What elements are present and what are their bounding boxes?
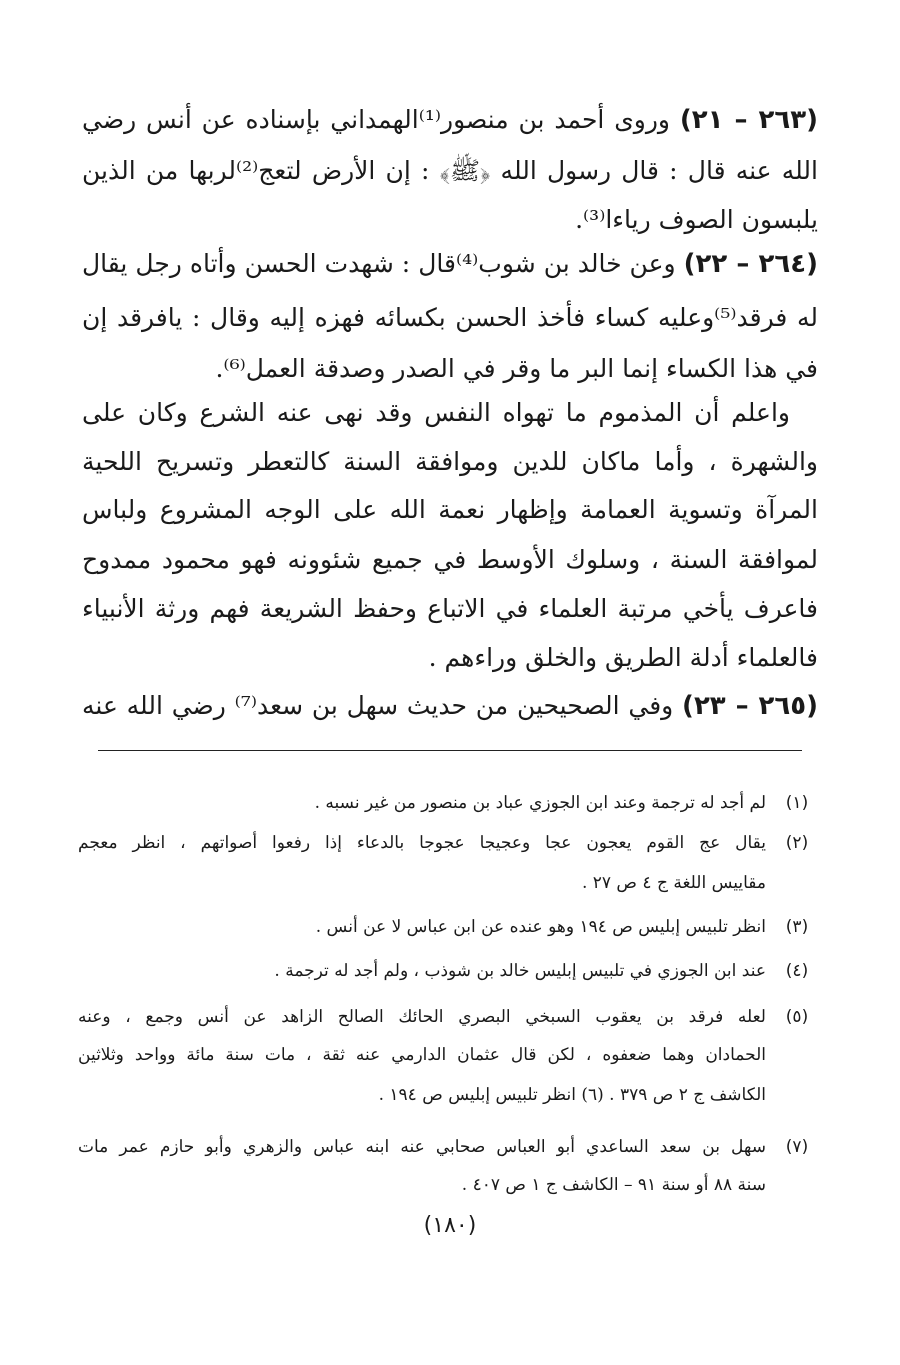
footnote-line: سهل بن سعد الساعدي أبو العباس صحابي عنه ابنه عباس والزهري وأبو حازم عمر مات (78, 1137, 766, 1157)
footnote-line: لم أجد له ترجمة وعند ابن الجوزي عباد بن منصور من غير نسبه . (314, 793, 766, 813)
footnote-line: لعله فرقد بن يعقوب السبخي البصري الحائك الصالح الزاهد عن أنس وجمع ، وعنه (78, 1007, 766, 1027)
footnote-line: الكاشف ج ٢ ص ٣٧٩ . (٦) انظر تلبيس إبليس ص ١٩٤ . (378, 1085, 766, 1105)
footnote-line: مقاييس اللغة ج ٤ ص ٢٧ . (581, 873, 766, 893)
text-line: فالعلماء أدلة الطريق والخلق وراءهم . (428, 643, 818, 672)
text-line: يلبسون الصوف رياءا⁽³⁾. (575, 205, 818, 234)
footnote-marker: (٤) (785, 961, 809, 981)
hadith-number: (٢٦٣ – ٢١) (679, 105, 818, 135)
text-line: له فرقد⁽⁵⁾وعليه كساء فأخذ الحسن بكسائه فهزه إليه وقال : يافرقد إن (82, 303, 818, 332)
footnote-line: عند ابن الجوزي في تلبيس إبليس خالد بن شوذب ، ولم أجد له ترجمة . (274, 961, 766, 981)
text-line: (٢٦٤ – ٢٢) وعن خالد بن شوب⁽⁴⁾قال : شهدت الحسن وأتاه رجل يقال (82, 249, 818, 279)
text-line: واعلم أن المذموم ما تهواه النفس وقد نهى عنه الشرع وكان على (82, 398, 790, 427)
footnote-line: انظر تلبيس إبليس ص ١٩٤ وهو عنده عن ابن عباس لا عن أنس . (315, 917, 766, 937)
hadith-number: (٢٦٥ – ٢٣) (682, 691, 818, 721)
footnote-line: يقال عج القوم يعجون عجا وعجيجا عجوجا بالدعاء إذا رفعوا أصواتهم ، انظر معجم (78, 833, 766, 853)
text-line: فاعرف يأخي مرتبة العلماء في الاتباع وحفظ الشريعة فهم ورثة الأنبياء (82, 594, 818, 623)
hadith-number: (٢٦٤ – ٢٢) (683, 249, 818, 279)
footnote-marker: (٢) (785, 833, 809, 853)
footnote-marker: (٧) (785, 1137, 809, 1157)
text-line: والشهرة ، وأما ماكان للدين وموافقة السنة كالتعطر وتسريح اللحية (82, 447, 818, 476)
text-line: المرآة وتسوية العمامة وإظهار نعمة الله على الوجه المشروع ولباس (82, 495, 818, 524)
page-number: (١٨٠) (423, 1213, 477, 1238)
text-line: (٢٦٣ – ٢١) وروى أحمد بن منصور⁽¹⁾الهمداني بإسناده عن أنس رضي (82, 105, 818, 135)
text-line: الله عنه قال : قال رسول الله ﴿ﷺ﴾ : إن الأرض لتعج⁽²⁾لربها من الذين (82, 156, 818, 185)
footnote-marker: (١) (785, 793, 809, 813)
text-line: في هذا الكساء إنما البر ما وقر في الصدر وصدقة العمل⁽⁶⁾. (215, 354, 818, 383)
text-line: لموافقة السنة ، وسلوك الأوسط في جميع شئوونه فهو محمود ممدوح (82, 545, 818, 574)
footnote-line: سنة ٨٨ أو سنة ٩١ – الكاشف ج ١ ص ٤٠٧ . (461, 1175, 766, 1195)
footnote-marker: (٣) (785, 917, 809, 937)
footnote-line: الحمادان وهما ضعفوه ، لكن قال عثمان الدارمي عنه ثقة ، مات سنة مائة وواحد وثلاثين (78, 1045, 766, 1065)
text-line: (٢٦٥ – ٢٣) وفي الصحيحين من حديث سهل بن سعد⁽⁷⁾ رضي الله عنه (82, 691, 818, 721)
footnote-marker: (٥) (785, 1007, 809, 1027)
footnote-separator (98, 750, 802, 751)
